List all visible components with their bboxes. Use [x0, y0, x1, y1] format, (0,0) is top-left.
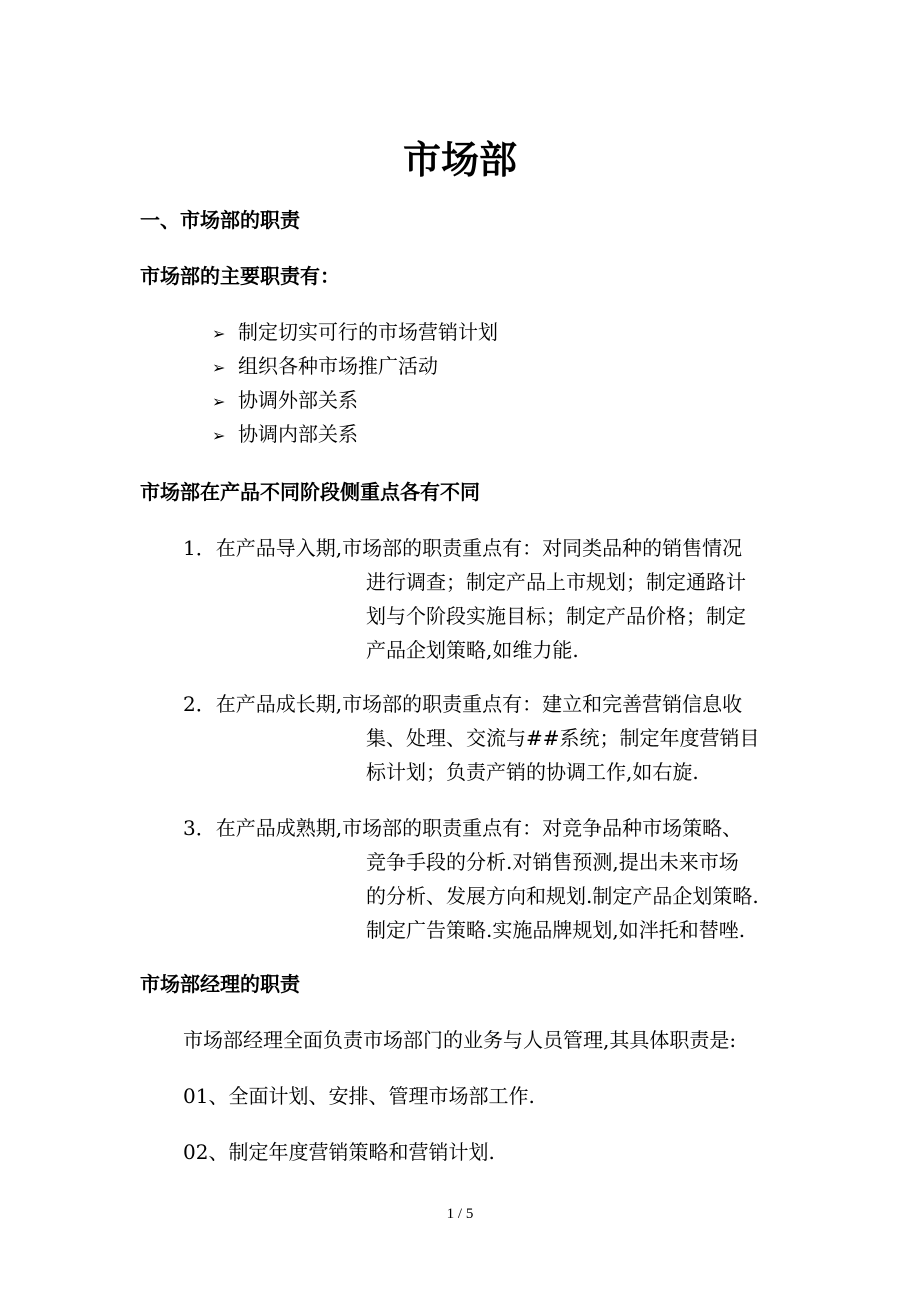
manager-item-1: 01、全面计划、安排、管理市场部工作. [183, 1084, 535, 1108]
stage-item-3-line: 竞争手段的分析.对销售预测,提出未来市场 [366, 850, 739, 874]
stage-item-2-line: 集、处理、交流与##系统；制定年度营销目 [366, 726, 760, 750]
stage-item-1-line: 产品企划策略,如维力能. [366, 638, 579, 662]
list-item [212, 352, 438, 382]
stage-item-3-first-line: 3．在产品成熟期,市场部的职责重点有：对竞争品种市场策略、 [183, 816, 743, 840]
arrow-bullet-icon: ➢ [212, 358, 226, 377]
stage-item-3-line: 的分析、发展方向和规划.制定产品企划策略. [366, 884, 759, 908]
arrow-bullet-icon: ➢ [212, 426, 226, 445]
arrow-bullet-icon: ➢ [212, 392, 226, 411]
stage-item-3-line: 制定广告策略.实施品牌规划,如泮托和替唑. [366, 918, 746, 942]
list-item [212, 420, 358, 450]
manager-heading: 市场部经理的职责 [140, 972, 300, 996]
stage-item-1-first-line: 1．在产品导入期,市场部的职责重点有：对同类品种的销售情况 [183, 536, 743, 560]
list-item-text: 制定切实可行的市场营销计划 [238, 320, 498, 344]
list-item [212, 386, 358, 416]
list-item [212, 318, 498, 348]
page-title: 市场部 [402, 137, 517, 182]
list-item-text: 组织各种市场推广活动 [238, 354, 438, 378]
stage-heading: 市场部在产品不同阶段侧重点各有不同 [140, 480, 480, 504]
stage-item-1-line: 进行调查；制定产品上市规划；制定通路计 [366, 570, 746, 594]
list-item-text: 协调外部关系 [238, 388, 358, 412]
page-number: 1 / 5 [446, 1206, 474, 1222]
list-item-text: 协调内部关系 [238, 422, 358, 446]
stage-item-2-first-line: 2．在产品成长期,市场部的职责重点有：建立和完善营销信息收 [183, 692, 743, 716]
section-heading-duties: 一、市场部的职责 [140, 208, 300, 232]
arrow-bullet-icon: ➢ [212, 324, 226, 343]
main-duties-heading: 市场部的主要职责有： [140, 264, 340, 288]
manager-item-2: 02、制定年度营销策略和营销计划. [183, 1140, 495, 1164]
stage-item-1-line: 划与个阶段实施目标；制定产品价格；制定 [366, 604, 746, 628]
stage-item-2-line: 标计划；负责产销的协调工作,如右旋. [366, 760, 699, 784]
manager-intro: 市场部经理全面负责市场部门的业务与人员管理,其具体职责是: [183, 1028, 737, 1052]
